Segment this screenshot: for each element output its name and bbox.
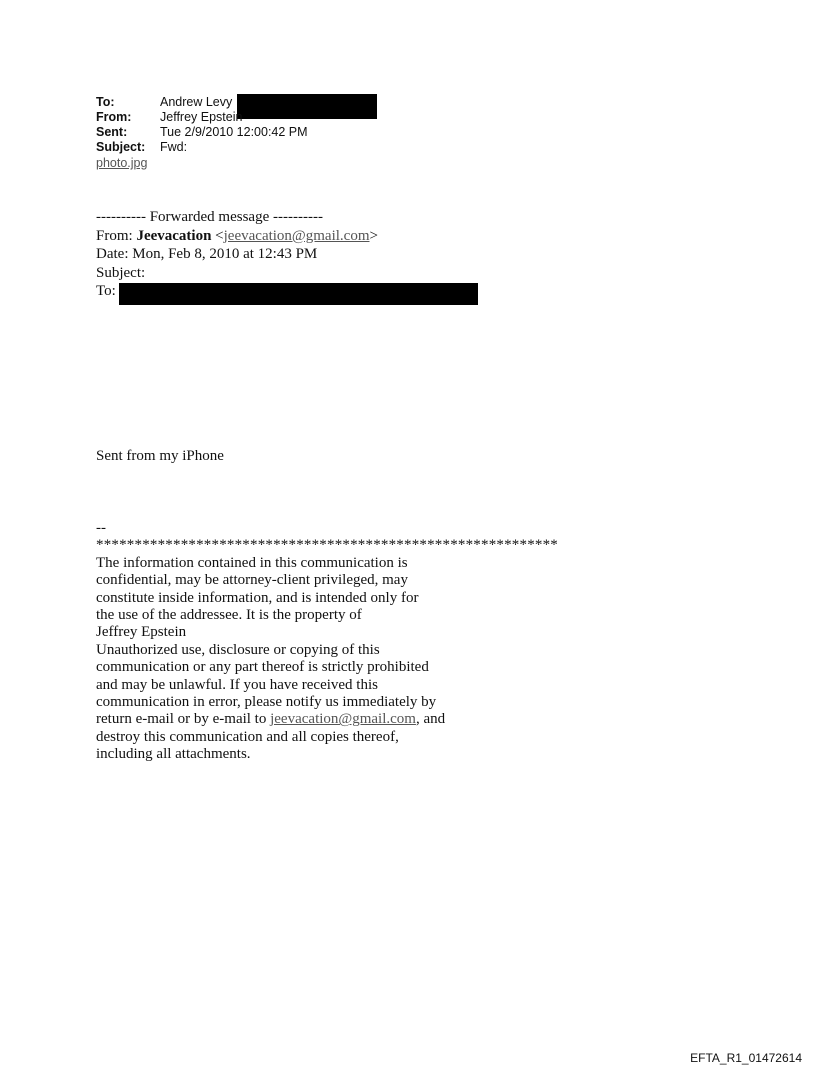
- return-prefix: return e-mail or by e-mail to: [96, 711, 271, 728]
- header-from-row: [96, 110, 308, 125]
- to-value: Andrew Levy: [160, 95, 233, 109]
- forwarded-to-row: [96, 282, 378, 301]
- forwarded-divider: ---------- Forwarded message ----------: [96, 209, 323, 225]
- disclaimer: [96, 520, 576, 764]
- disclaimer-return-line: [96, 711, 576, 728]
- forwarded-from-name: Jeevacation: [136, 227, 212, 244]
- disclaimer-line: communication in error, please notify us immediately by: [96, 694, 437, 711]
- disclaimer-line: the use of the addressee. It is the property of: [96, 607, 362, 624]
- forwarded-from-email-link[interactable]: jeevacation@gmail.com: [223, 227, 370, 244]
- return-suffix: , and: [415, 711, 446, 728]
- disclaimer-line: Unauthorized use, disclosure or copying of this: [96, 641, 380, 658]
- header-sent-row: [96, 125, 308, 140]
- disclaimer-line: including all attachments.: [96, 746, 251, 763]
- subject-value: Fwd:: [160, 140, 188, 154]
- forwarded-subject-line: Subject:: [96, 264, 146, 281]
- disclaimer-line: confidential, may be attorney-client privileged, may: [96, 572, 408, 589]
- forwarded-message: [96, 208, 378, 301]
- disclaimer-line: Jeffrey Epstein: [96, 624, 187, 641]
- from-label: From:: [96, 110, 132, 124]
- header-subject-row: [96, 140, 308, 155]
- disclaimer-line: constitute inside information, and is intended only for: [96, 589, 419, 606]
- sent-value: Tue 2/9/2010 12:00:42 PM: [160, 125, 308, 139]
- disclaimer-email-link[interactable]: jeevacation@gmail.com: [270, 711, 416, 728]
- subject-label: Subject:: [96, 140, 146, 154]
- forwarded-to-line: To:: [96, 283, 116, 299]
- disclaimer-line: The information contained in this communication is: [96, 554, 408, 571]
- forwarded-email-close: >: [369, 227, 378, 244]
- redaction-box: [119, 283, 478, 305]
- disclaimer-line: and may be unlawful. If you have received this: [96, 676, 378, 693]
- document-id: EFTA_R1_01472614: [690, 1051, 802, 1065]
- sent-label: Sent:: [96, 125, 128, 139]
- forwarded-date-line: Date: Mon, Feb 8, 2010 at 12:43 PM: [96, 246, 318, 262]
- header-to-row: [96, 95, 308, 110]
- from-value: Jeffrey Epstein: [160, 110, 243, 124]
- disclaimer-line: communication or any part thereof is strictly prohibited: [96, 659, 429, 676]
- disclaimer-dashes: --: [96, 520, 106, 536]
- forwarded-email-open: <: [211, 227, 224, 244]
- disclaimer-line: destroy this communication and all copies thereof,: [96, 728, 399, 745]
- forwarded-from-line: [96, 227, 378, 246]
- signature-line: Sent from my iPhone: [96, 448, 224, 464]
- disclaimer-stars: ************************************************************: [96, 537, 558, 554]
- forwarded-from-label: From:: [96, 227, 137, 244]
- email-header: [96, 95, 308, 171]
- attachment-link[interactable]: photo.jpg: [96, 156, 148, 170]
- to-label: To:: [96, 95, 115, 109]
